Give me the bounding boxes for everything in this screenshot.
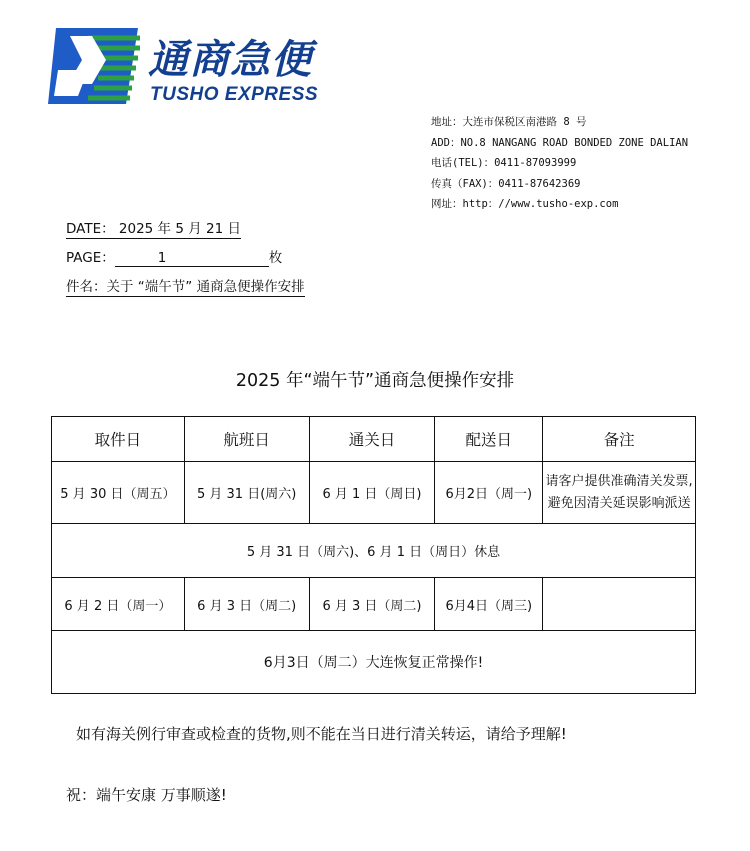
- schedule-table: [51, 416, 696, 694]
- page-number-line: [115, 250, 269, 267]
- remark-line: 避免因清关延误影响派送: [547, 495, 691, 511]
- contact-website: 网址：http：//www.tusho-exp.com: [431, 198, 619, 210]
- table-row: [52, 578, 696, 631]
- page-unit: 枚: [268, 250, 283, 266]
- doc-date: [66, 217, 241, 239]
- holiday-wish: 祝：端午安康 万事顺遂!: [66, 786, 227, 804]
- logo-english-name: TUSHO EXPRESS: [150, 84, 319, 105]
- tusho-logo-icon: [48, 26, 144, 106]
- table-row: [52, 524, 696, 578]
- table-row: [52, 631, 696, 694]
- cell-delivery: 6月2日（周一): [435, 462, 543, 524]
- cell-pickup: 5 月 30 日（周五）: [52, 462, 185, 524]
- doc-subject-text: 件名：关于 “端午节” 通商急便操作安排: [66, 275, 305, 297]
- cell-remark: [543, 578, 696, 631]
- table-row: [52, 462, 696, 524]
- cell-customs: 6 月 1 日（周日): [309, 462, 435, 524]
- page-title: 2025 年“端午节”通商急便操作安排: [235, 371, 515, 391]
- doc-date-text: DATE： 2025 年 5 月 21 日: [66, 217, 241, 239]
- remark-line: 请客户提供准确清关发票,: [545, 473, 693, 489]
- cell-remark: [543, 462, 696, 524]
- cell-customs: 6 月 3 日（周二): [309, 578, 435, 631]
- customs-note: 如有海关例行审查或检查的货物,则不能在当日进行清关转运，请给予理解!: [76, 725, 567, 743]
- logo-chinese-name: 通商急便: [148, 37, 312, 83]
- header-flight-day: 航班日: [184, 417, 309, 462]
- doc-page: [66, 246, 282, 267]
- contact-fax: 传真（FAX)：0411-87642369: [431, 177, 581, 190]
- contact-address-en: ADD：NO.8 NANGANG ROAD BONDED ZONE DALIAN: [431, 136, 689, 149]
- page-number: 1: [157, 250, 167, 266]
- cell-delivery: 6月4日（周三): [435, 578, 543, 631]
- table-header-row: [52, 417, 696, 462]
- header-customs-day: 通关日: [309, 417, 435, 462]
- cell-pickup: 6 月 2 日（周一）: [52, 578, 185, 631]
- cell-flight: 6 月 3 日（周二): [184, 578, 309, 631]
- resume-operation-cell: 6月3日（周二）大连恢复正常操作!: [52, 631, 696, 694]
- header-pickup-day: 取件日: [52, 417, 185, 462]
- page-label: PAGE：: [66, 250, 115, 266]
- company-logo: [48, 26, 319, 108]
- header-remarks: 备注: [543, 417, 696, 462]
- contact-address-cn: 地址：大连市保税区南港路 8 号: [431, 116, 587, 128]
- doc-subject: [66, 275, 305, 297]
- contact-block: [431, 112, 688, 215]
- holiday-rest-cell: 5 月 31 日（周六)、6 月 1 日（周日）休息: [52, 524, 696, 578]
- cell-flight: 5 月 31 日(周六): [184, 462, 309, 524]
- header-delivery-day: 配送日: [435, 417, 543, 462]
- contact-tel: 电话(TEL)：0411-87093999: [431, 157, 577, 169]
